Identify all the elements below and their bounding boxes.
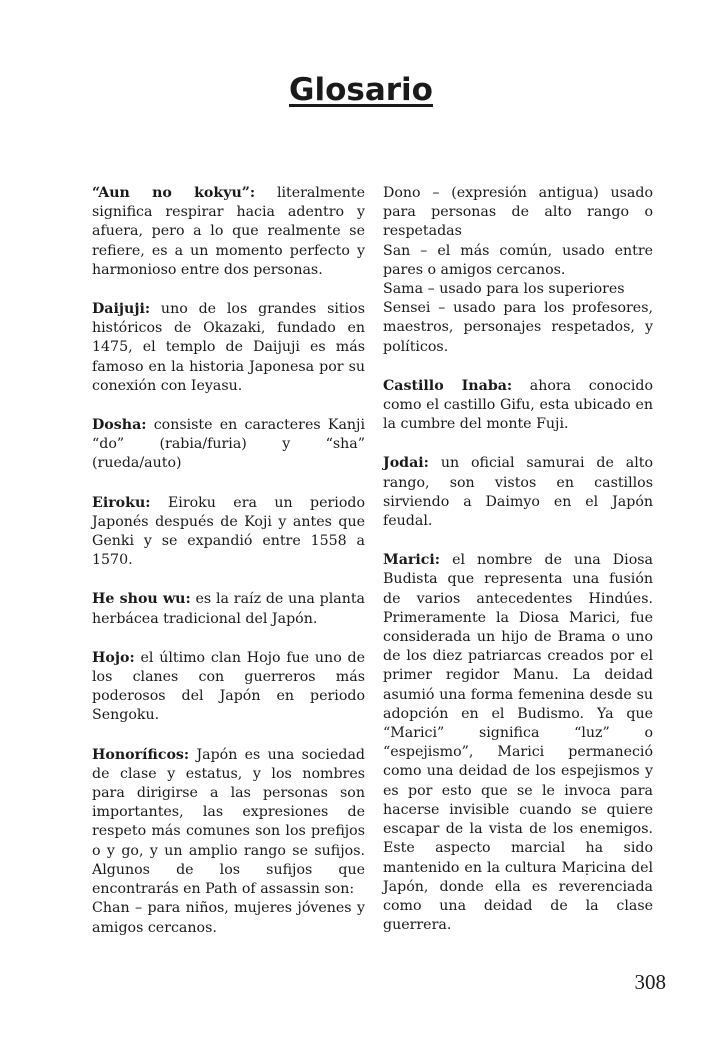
glossary-term: Eiroku: xyxy=(92,494,151,511)
glossary-term: Honoríficos: xyxy=(92,746,190,763)
glossary-term: “Aun no kokyu”: xyxy=(92,185,256,201)
suffix-line-sensei: Sensei – usado para los profesores, maestros, personajes respetados, y políticos. xyxy=(383,300,653,355)
page-number: 308 xyxy=(634,970,666,994)
glossary-entry-he-shou-wu xyxy=(92,590,365,628)
glossary-definition: un oficial samurai de alto rango, son vistos en castillos sirviendo a Daimyo en el Japón feudal. xyxy=(383,455,653,530)
glossary-entry-honorificos xyxy=(92,746,365,900)
glossary-definition: ahora conocido como el castillo Gifu, esta ubicado en la cumbre del monte Fuji. xyxy=(383,377,653,433)
glossary-term: Marici: xyxy=(383,552,441,569)
glossary-definition: el nombre de una Diosa Budista que representa una fusión de varios antecedentes Hindúes. Primeramente la Diosa Marici, fue considerada un hijo de Brama o uno de los diez patriarcas creados por el primer regidor Manu. La deidad asumió una forma femenina desde su adopción en el Budismo. Ya que “Marici” significa “luz” o “espejismo”, Marici permaneció como una deidad de los espejismos y es por esto que se le invoca para hacerse invisible cuando se quiere escapar de la vista de los enemigos. Este aspecto marcial ha sido mantenido en la cultura Maṛicina del Japón, donde ella es reverenciada como una deidad de la clase guerrera. xyxy=(383,552,653,934)
glossary-entry-daijuji xyxy=(92,300,365,396)
glossary-entry-dosha xyxy=(92,416,365,474)
glossary-definition: es la raíz de una planta herbácea tradicional del Japón. xyxy=(92,591,366,627)
glossary-entry-castillo-inaba xyxy=(383,377,653,435)
glossary-entry-marici xyxy=(383,551,653,935)
glossary-entry-eiroku xyxy=(92,494,365,571)
suffix-line-san: San – el más común, usado entre pares o amigos cercanos. xyxy=(383,242,653,278)
suffix-line-chan: Chan – para niños, mujeres jóvenes y amigos cercanos. xyxy=(92,900,365,936)
suffix-line-sama: Sama – usado para los superiores xyxy=(383,281,625,298)
glossary-term: He shou wu: xyxy=(92,591,191,608)
suffix-line-dono: Dono – (expresión antigua) usado para personas de alto rango o respetadas xyxy=(383,185,653,240)
glossary-definition: consiste en caracteres Kanji “do” (rabia/furia) y “sha” (rueda/auto) xyxy=(92,417,365,472)
glossary-entry-aun-no-kokyu xyxy=(92,184,365,280)
glossary-left-column xyxy=(92,184,365,938)
glossary-definition: el último clan Hojo fue uno de los clanes con guerreros más poderosos del Japón en periodo Sengoku. xyxy=(92,649,365,724)
glossary-term: Dosha: xyxy=(92,417,147,434)
glossary-entry-jodai xyxy=(383,454,653,531)
glossary-term: Castillo Inaba: xyxy=(383,377,513,394)
page-title: Glosario xyxy=(289,72,433,108)
glossary-entry-hojo xyxy=(92,649,365,726)
glossary-definition: literalmente significa respirar hacia adentro y afuera, pero a lo que realmente se refiere, es a un momento perfecto y harmonioso entre dos personas. xyxy=(92,185,365,278)
glossary-term: Daijuji: xyxy=(92,301,151,318)
glossary-right-column xyxy=(383,184,653,935)
glossary-definition: Japón es una sociedad de clase y estatus, y los nombres para dirigirse a las personas son importantes, las expresiones de respeto más comunes son los prefijos o y go, y un amplio rango se sufijos. Algunos de los sufijos que encontrarás en Path of assassin son: xyxy=(92,746,365,898)
glossary-term: Jodai: xyxy=(383,455,429,472)
glossary-term: Hojo: xyxy=(92,649,135,666)
glossary-definition: uno de los grandes sitios históricos de Okazaki, fundado en 1475, el templo de Daijuji es más famoso en la historia Japonesa por su conexión con Ieyasu. xyxy=(92,301,365,394)
glossary-definition: Eiroku era un periodo Japonés después de Koji y antes que Genki y se expandió entre 1558 a 1570. xyxy=(92,494,365,569)
